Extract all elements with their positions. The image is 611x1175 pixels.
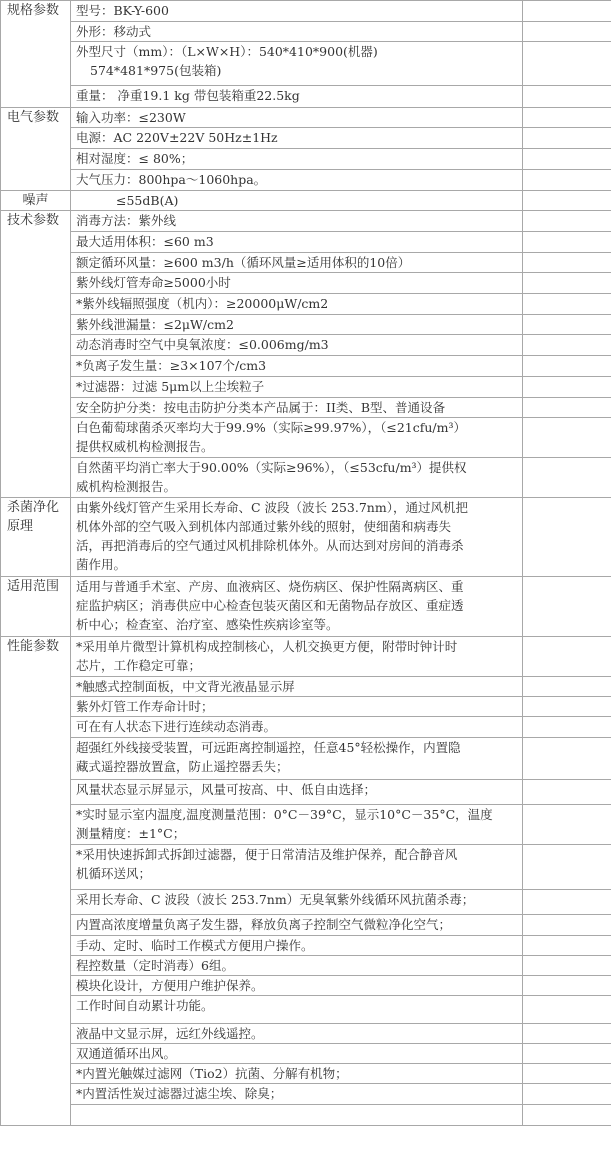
performance-row <box>1 637 611 677</box>
performance-row <box>1 845 611 890</box>
electrical-row <box>1 149 611 170</box>
performance-value <box>71 976 523 996</box>
noise-category: 噪声 <box>1 191 71 211</box>
value-line: 额定循环风量：≥600 m3/h（循环风量≥适用体积的10倍） <box>76 255 411 270</box>
performance-row <box>1 976 611 996</box>
value-line: 威机构检测报告。 <box>76 479 177 494</box>
value-line: 采用长寿命、C 波段（波长 253.7nm）无臭氧紫外线循环风抗菌杀毒； <box>76 892 475 907</box>
empty-cell <box>523 915 611 936</box>
value-line: 机循环送风； <box>76 866 152 881</box>
noise-value <box>71 191 523 211</box>
value-line: 消毒方法：紫外线 <box>76 213 177 228</box>
performance-value <box>71 717 523 738</box>
performance-row <box>1 956 611 976</box>
value-line: 白色葡萄球菌杀灭率均大于99.9%（实际≥99.97%），（≤21cfu/m³） <box>76 420 466 435</box>
empty-cell <box>523 22 611 42</box>
empty-cell <box>523 418 611 458</box>
value-line: 测量精度：±1°C； <box>76 826 186 841</box>
value-line: 内置高浓度增量负离子发生器，释放负离子控制空气微粒净化空气； <box>76 917 452 932</box>
technical-row <box>1 398 611 418</box>
value-line: ≤55dB(A) <box>116 193 179 208</box>
performance-row <box>1 915 611 936</box>
technical-row <box>1 356 611 377</box>
value-line: *内置光触媒过滤网（Tio2）抗菌、分解有机物； <box>76 1066 348 1081</box>
performance-value <box>71 996 523 1024</box>
empty-cell <box>523 717 611 738</box>
performance-value <box>71 1084 523 1105</box>
empty-cell <box>523 697 611 717</box>
empty-cell <box>523 398 611 418</box>
performance-category: 性能参数 <box>1 637 71 1126</box>
value-line: 菌作用。 <box>76 557 127 572</box>
value-line: *实时显示室内温度,温度测量范围：0°C－39°C，显示10°C－35°C，温度 <box>76 807 493 822</box>
technical-value <box>71 273 523 294</box>
value-line: 活，再把消毒后的空气通过风机排除机体外。从而达到对房间的消毒杀 <box>76 538 464 553</box>
empty-cell <box>523 232 611 253</box>
principle-value <box>71 498 523 577</box>
value-line: 电源：AC 220V±22V 50Hz±1Hz <box>76 130 278 145</box>
technical-value <box>71 211 523 232</box>
principle-category: 杀菌净化原理 <box>1 498 71 577</box>
value-line: 适用与普通手术室、产房、血液病区、烧伤病区、保护性隔离病区、重 <box>76 579 464 594</box>
empty-cell <box>523 996 611 1024</box>
electrical-row <box>1 170 611 191</box>
spec-table-body <box>1 1 611 1126</box>
performance-value <box>71 697 523 717</box>
technical-value <box>71 418 523 458</box>
noise-row <box>1 191 611 211</box>
value-line: 藏式遥控器放置盒，防止遥控器丢失； <box>76 759 289 774</box>
value-line: 紫外线泄漏量：≤2μW/cm2 <box>76 317 234 332</box>
technical-value <box>71 335 523 356</box>
technical-row <box>1 418 611 458</box>
specs-value <box>71 86 523 108</box>
specs-value <box>71 42 523 86</box>
performance-row <box>1 697 611 717</box>
empty-cell <box>523 780 611 805</box>
empty-cell <box>523 890 611 915</box>
electrical-value <box>71 149 523 170</box>
performance-row <box>1 1105 611 1126</box>
technical-row <box>1 294 611 315</box>
technical-value <box>71 294 523 315</box>
value-line: *负离子发生量：≥3×107个/cm3 <box>76 358 267 373</box>
value-line: *触感式控制面板，中文背光液晶显示屏 <box>76 679 295 694</box>
empty-cell <box>523 1044 611 1064</box>
value-line: 双通道循环出风。 <box>76 1046 177 1061</box>
empty-cell <box>523 108 611 128</box>
technical-row <box>1 232 611 253</box>
performance-value <box>71 1024 523 1044</box>
empty-cell <box>523 936 611 956</box>
value-line: 大气压力：800hpa～1060hpa。 <box>76 172 267 187</box>
empty-cell <box>523 335 611 356</box>
empty-cell <box>523 42 611 86</box>
specs-value <box>71 1 523 22</box>
empty-cell <box>523 1064 611 1084</box>
empty-cell <box>523 577 611 637</box>
performance-value <box>71 805 523 845</box>
value-line: 紫外线灯管寿命≥5000小时 <box>76 275 231 290</box>
technical-row <box>1 335 611 356</box>
electrical-row <box>1 108 611 128</box>
specs-category: 规格参数 <box>1 1 71 108</box>
empty-cell <box>523 294 611 315</box>
value-line: 析中心；检查室、治疗室、感染性疾病诊室等。 <box>76 617 339 632</box>
scope-row <box>1 577 611 637</box>
specs-value <box>71 22 523 42</box>
performance-value <box>71 738 523 780</box>
empty-cell <box>523 1105 611 1126</box>
value-line: 重量： 净重19.1 kg 带包装箱重22.5kg <box>76 88 300 103</box>
empty-cell <box>523 128 611 149</box>
empty-cell <box>523 1024 611 1044</box>
value-line: 外形：移动式 <box>76 24 152 39</box>
value-line: 程控数量（定时消毒）6组。 <box>76 958 234 973</box>
technical-value <box>71 458 523 498</box>
value-line: 提供权威机构检测报告。 <box>76 439 214 454</box>
performance-row <box>1 1024 611 1044</box>
technical-value <box>71 377 523 398</box>
performance-row <box>1 717 611 738</box>
value-line: 手动、定时、临时工作模式方便用户操作。 <box>76 938 314 953</box>
performance-row <box>1 1044 611 1064</box>
empty-cell <box>523 377 611 398</box>
technical-value <box>71 356 523 377</box>
value-line: 输入功率：≤230W <box>76 110 186 125</box>
technical-row <box>1 211 611 232</box>
performance-value <box>71 845 523 890</box>
empty-cell <box>523 1084 611 1105</box>
technical-value <box>71 232 523 253</box>
value-line: 型号：BK-Y-600 <box>76 3 169 18</box>
empty-cell <box>523 498 611 577</box>
electrical-value <box>71 170 523 191</box>
empty-cell <box>523 149 611 170</box>
performance-row <box>1 738 611 780</box>
performance-row <box>1 996 611 1024</box>
specs-row <box>1 42 611 86</box>
value-line: 可在有人状态下进行连续动态消毒。 <box>76 719 277 734</box>
performance-value <box>71 915 523 936</box>
empty-cell <box>523 86 611 108</box>
performance-row <box>1 805 611 845</box>
value-line: *内置活性炭过滤器过滤尘埃、除臭； <box>76 1086 283 1101</box>
value-line: *紫外线辐照强度（机内）：≥20000μW/cm2 <box>76 296 329 311</box>
electrical-category: 电气参数 <box>1 108 71 191</box>
empty-cell <box>523 956 611 976</box>
electrical-value <box>71 128 523 149</box>
value-line: 外型尺寸（mm）：（L×W×H）：540*410*900(机器) <box>76 44 378 59</box>
performance-value <box>71 637 523 677</box>
performance-row <box>1 780 611 805</box>
performance-row <box>1 936 611 956</box>
empty-cell <box>523 170 611 191</box>
value-line: 症监护病区；消毒供应中心检查包装灭菌区和无菌物品存放区、重症透 <box>76 598 464 613</box>
empty-cell <box>523 805 611 845</box>
value-line: 最大适用体积：≤60 m3 <box>76 234 214 249</box>
performance-row <box>1 677 611 697</box>
value-line: 相对湿度：≤ 80%； <box>76 151 194 166</box>
empty-cell <box>523 315 611 335</box>
specs-row <box>1 22 611 42</box>
performance-value <box>71 956 523 976</box>
value-line: 动态消毒时空气中臭氧浓度：≤0.006mg/m3 <box>76 337 329 352</box>
performance-row <box>1 1084 611 1105</box>
technical-value <box>71 398 523 418</box>
empty-cell <box>523 976 611 996</box>
performance-value <box>71 1064 523 1084</box>
empty-cell <box>523 1 611 22</box>
performance-value <box>71 1044 523 1064</box>
scope-category: 适用范围 <box>1 577 71 637</box>
performance-value <box>71 780 523 805</box>
electrical-value <box>71 108 523 128</box>
value-line: 574*481*975(包装箱) <box>90 63 222 78</box>
technical-row <box>1 377 611 398</box>
technical-category: 技术参数 <box>1 211 71 498</box>
performance-row <box>1 1064 611 1084</box>
scope-value <box>71 577 523 637</box>
empty-cell <box>523 191 611 211</box>
performance-value <box>71 1105 523 1126</box>
value-line: 芯片，工作稳定可靠； <box>76 658 202 673</box>
performance-row <box>1 890 611 915</box>
technical-row <box>1 315 611 335</box>
empty-cell <box>523 273 611 294</box>
empty-cell <box>523 677 611 697</box>
value-line: 超强红外线接受装置，可远距离控制遥控，任意45°轻松操作，内置隐 <box>76 740 461 755</box>
value-line: *过滤器：过滤 5μm以上尘埃粒子 <box>76 379 265 394</box>
value-line: 液晶中文显示屏，远红外线遥控。 <box>76 1026 264 1041</box>
empty-cell <box>523 356 611 377</box>
specs-row <box>1 86 611 108</box>
value-line: 风量状态显示屏显示，风量可按高、中、低自由选择； <box>76 782 377 797</box>
technical-row <box>1 458 611 498</box>
value-line: *采用单片微型计算机构成控制核心，人机交换更方便，附带时钟计时 <box>76 639 458 654</box>
value-line: 紫外灯管工作寿命计时； <box>76 699 214 714</box>
value-line: *采用快速拆卸式拆卸过滤器，便于日常清洁及维护保养，配合静音风 <box>76 847 458 862</box>
technical-row <box>1 273 611 294</box>
technical-value <box>71 253 523 273</box>
value-line: 由紫外线灯管产生采用长寿命、C 波段（波长 253.7nm），通过风机把 <box>76 500 468 515</box>
value-line: 安全防护分类：按电击防护分类本产品属于：II类、B型、普通设备 <box>76 400 446 415</box>
empty-cell <box>523 845 611 890</box>
empty-cell <box>523 211 611 232</box>
performance-value <box>71 677 523 697</box>
empty-cell <box>523 637 611 677</box>
value-line: 模块化设计，方便用户维护保养。 <box>76 978 264 993</box>
value-line: 工作时间自动累计功能。 <box>76 998 214 1013</box>
value-line: 自然菌平均消亡率大于90.00%（实际≥96%），（≤53cfu/m³）提供权 <box>76 460 467 475</box>
principle-row <box>1 498 611 577</box>
empty-cell <box>523 253 611 273</box>
technical-value <box>71 315 523 335</box>
performance-value <box>71 936 523 956</box>
empty-cell <box>523 458 611 498</box>
value-line: 机体外部的空气吸入到机体内部通过紫外线的照射，使细菌和病毒失 <box>76 519 452 534</box>
performance-value <box>71 890 523 915</box>
electrical-row <box>1 128 611 149</box>
empty-cell <box>523 738 611 780</box>
specs-row <box>1 1 611 22</box>
technical-row <box>1 253 611 273</box>
